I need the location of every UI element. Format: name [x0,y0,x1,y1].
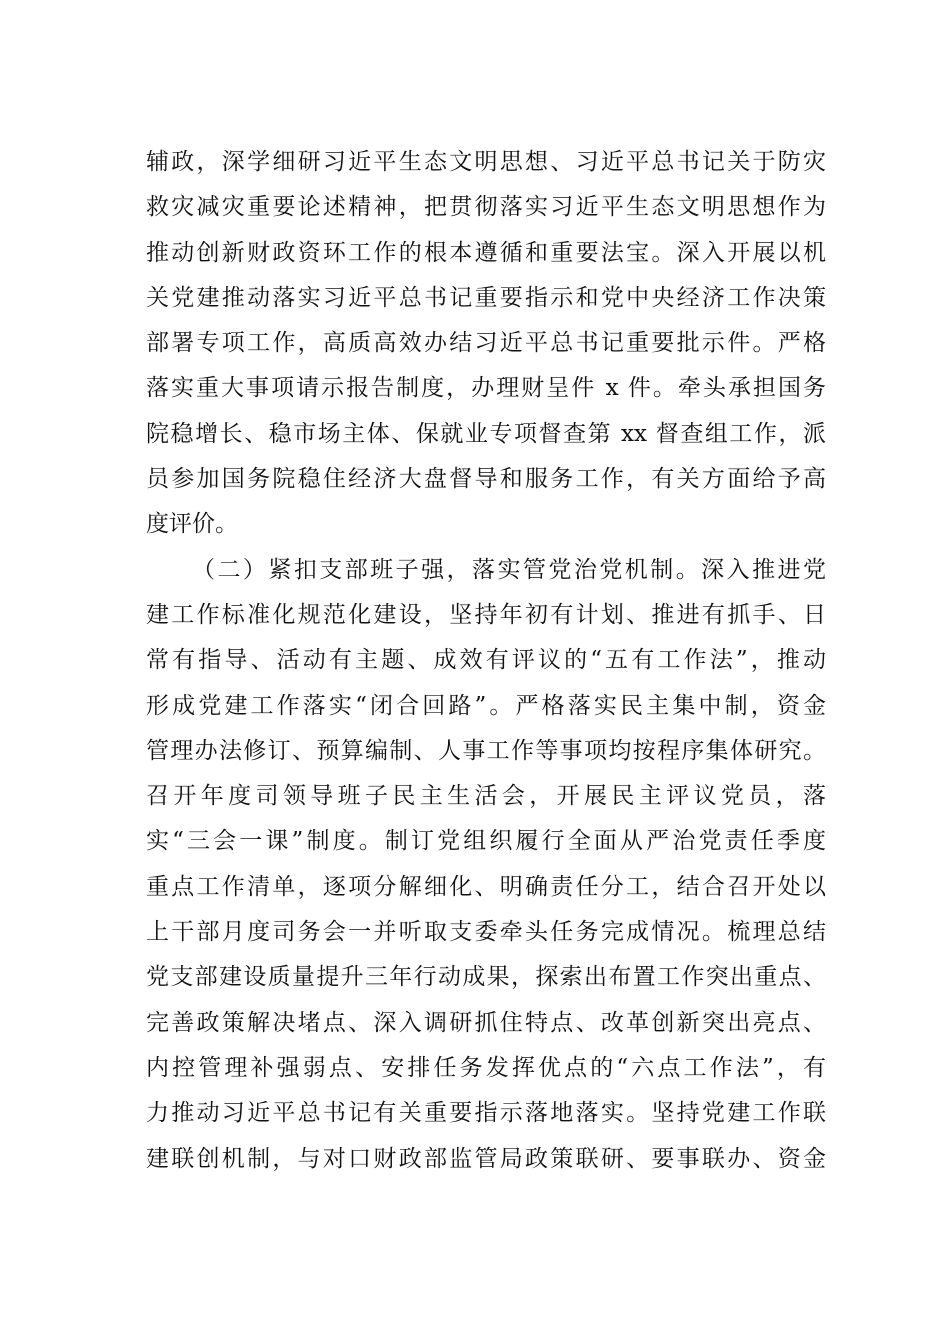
text-line: 辅政，深学细研习近平生态文明思想、习近平总书记关于防灾 [146,149,826,175]
text-line: 救灾减灾重要论述精神，把贯彻落实习近平生态文明思想作为 [146,194,826,221]
text-line: 院稳增长、稳市场主体、保就业专项督查第 xx 督查组工作，派 [146,420,826,447]
text-line: 管理办法修订、预算编制、人事工作等事项均按程序集体研究。 [146,737,826,764]
text-line: 部署专项工作，高质高效办结习近平总书记重要批示件。严格 [146,330,826,357]
text-line: 建联创机制，与对口财政部监管局政策联研、要事联办、资金 [146,1145,826,1172]
text-line: 完善政策解决堵点、深入调研抓住特点、改革创新突出亮点、 [146,1009,826,1036]
text-line: 力推动习近平总书记有关重要指示落地落实。坚持党建工作联 [146,1100,826,1127]
document-body [146,140,826,1182]
text-line: 召开年度司领导班子民主生活会，开展民主评议党员，落 [146,783,826,810]
text-line: 上干部月度司务会一并听取支委牵头任务完成情况。梳理总结 [146,919,826,946]
text-line: 员参加国务院稳住经济大盘督导和服务工作，有关方面给予高 [146,466,826,493]
text-line: 常有指导、活动有主题、成效有评议的“五有工作法”，推动 [146,647,826,674]
text-line: 实“三会一课”制度。制订党组织履行全面从严治党责任季度 [146,828,826,855]
section-heading-line: （二）紧扣支部班子强，落实管党治党机制。深入推进党 [192,556,826,583]
text-line: 关党建推动落实习近平总书记重要指示和党中央经济工作决策 [146,284,826,311]
text-line: 推动创新财政资环工作的根本遵循和重要法宝。深入开展以机 [146,239,826,266]
text-line: 建工作标准化规范化建设，坚持年初有计划、推进有抓手、日 [146,601,826,628]
text-line: 重点工作清单，逐项分解细化、明确责任分工，结合召开处以 [146,873,826,900]
text-line: 内控管理补强弱点、安排任务发挥优点的“六点工作法”，有 [146,1054,826,1081]
text-line: 度评价。 [146,511,238,538]
text-line: 党支部建设质量提升三年行动成果，探索出布置工作突出重点、 [146,964,826,991]
text-line: 落实重大事项请示报告制度，办理财呈件 x 件。牵头承担国务 [146,375,826,402]
text-line: 形成党建工作落实“闭合回路”。严格落实民主集中制，资金 [146,692,826,719]
